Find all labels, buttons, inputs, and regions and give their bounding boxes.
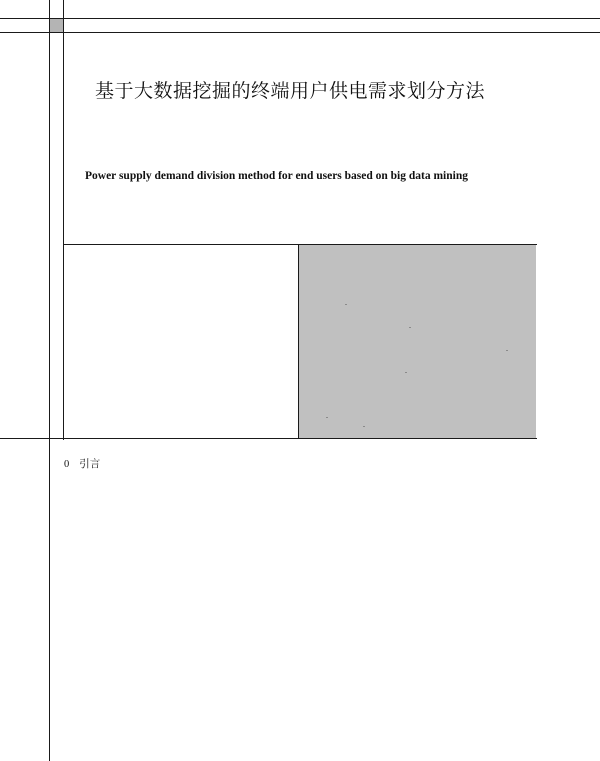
section-number: 0 [64,459,70,470]
image-speck [326,417,328,418]
figure-rule-bottom [0,438,537,439]
image-speck [345,304,347,305]
figure-image-placeholder [299,245,536,439]
image-speck [363,426,365,427]
document-title-chinese: 基于大数据挖掘的终端用户供电需求划分方法 [95,80,486,102]
header-rule-top [0,18,600,19]
section-title: 引言 [79,458,101,470]
left-margin-rule-outer [49,0,50,761]
figure-panel-left [64,245,298,439]
image-speck [405,372,407,373]
image-speck [409,327,411,328]
image-speck [506,350,508,351]
header-rule-bottom [0,32,600,33]
corner-marker [50,19,63,32]
section-heading-introduction [64,456,100,471]
document-title-english: Power supply demand division method for end users based on big data mining [85,170,468,182]
